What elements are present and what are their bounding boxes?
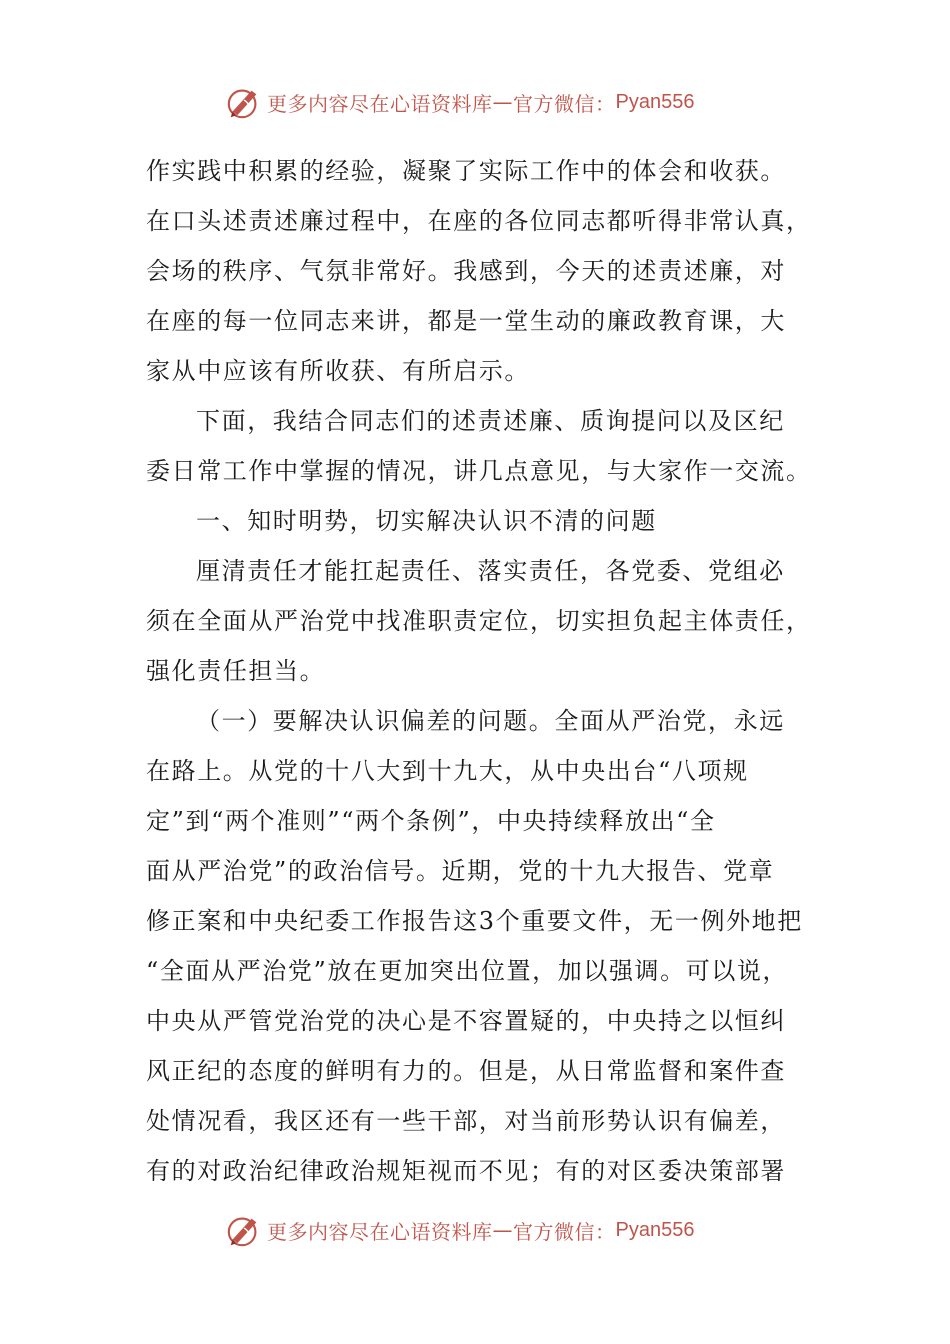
banner-site-text: 更多内容尽在心语资料库 bbox=[267, 91, 493, 116]
banner-wechat-id: Pyan556 bbox=[615, 1218, 695, 1241]
body-line: 须在全面从严治党中找准职责定位，切实担负起主体责任， bbox=[146, 607, 812, 635]
body-line: 中央从严管党治党的决心是不容置疑的，中央持之以恒纠 bbox=[146, 1007, 786, 1035]
body-line: 修正案和中央纪委工作报告这3个重要文件，无一例外地把 bbox=[146, 907, 803, 935]
banner-wechat-label: 官方微信： bbox=[513, 91, 616, 116]
body-line: 定”到“两个准则”“两个条例”，中央持续释放出“全 bbox=[146, 807, 716, 835]
body-line: 在路上。从党的十八大到十九大，从中央出台“八项规 bbox=[146, 757, 749, 785]
body-line: 会场的秩序、气氛非常好。我感到，今天的述责述廉，对 bbox=[146, 257, 786, 285]
banner-wechat-label: 官方微信： bbox=[513, 1219, 616, 1244]
body-line: 强化责任担当。 bbox=[146, 657, 326, 685]
body-line: 作实践中积累的经验，凝聚了实际工作中的体会和收获。 bbox=[146, 157, 786, 185]
section-heading: 一、知时明势，切实解决认识不清的问题 bbox=[196, 507, 657, 535]
body-line: 面从严治党”的政治信号。近期，党的十九大报告、党章 bbox=[146, 857, 775, 885]
header-banner bbox=[225, 82, 745, 122]
body-line: 风正纪的态度的鲜明有力的。但是，从日常监督和案件查 bbox=[146, 1057, 786, 1085]
banner-separator: — bbox=[492, 1218, 513, 1242]
pen-logo-icon bbox=[225, 1211, 263, 1249]
footer-banner bbox=[225, 1210, 745, 1250]
body-line: 下面，我结合同志们的述责述廉、质询提问以及区纪 bbox=[196, 407, 785, 435]
banner-separator: — bbox=[492, 90, 513, 114]
body-line: “全面从严治党”放在更加突出位置，加以强调。可以说， bbox=[146, 957, 789, 985]
pen-logo-icon bbox=[225, 83, 263, 121]
body-line: 家从中应该有所收获、有所启示。 bbox=[146, 357, 530, 385]
body-line: 在座的每一位同志来讲，都是一堂生动的廉政教育课，大 bbox=[146, 307, 786, 335]
body-line: 有的对政治纪律政治规矩视而不见；有的对区委决策部署 bbox=[146, 1157, 786, 1185]
banner-wechat-id: Pyan556 bbox=[615, 90, 695, 113]
body-line: 厘清责任才能扛起责任、落实责任，各党委、党组必 bbox=[196, 557, 785, 585]
body-line: 处情况看，我区还有一些干部，对当前形势认识有偏差， bbox=[146, 1107, 786, 1135]
body-line: 委日常工作中掌握的情况，讲几点意见，与大家作一交流。 bbox=[146, 457, 812, 485]
body-line: （一）要解决认识偏差的问题。全面从严治党，永远 bbox=[196, 707, 785, 735]
body-line: 在口头述责述廉过程中，在座的各位同志都听得非常认真， bbox=[146, 207, 812, 235]
banner-site-text: 更多内容尽在心语资料库 bbox=[267, 1219, 493, 1244]
document-body bbox=[146, 146, 811, 1196]
